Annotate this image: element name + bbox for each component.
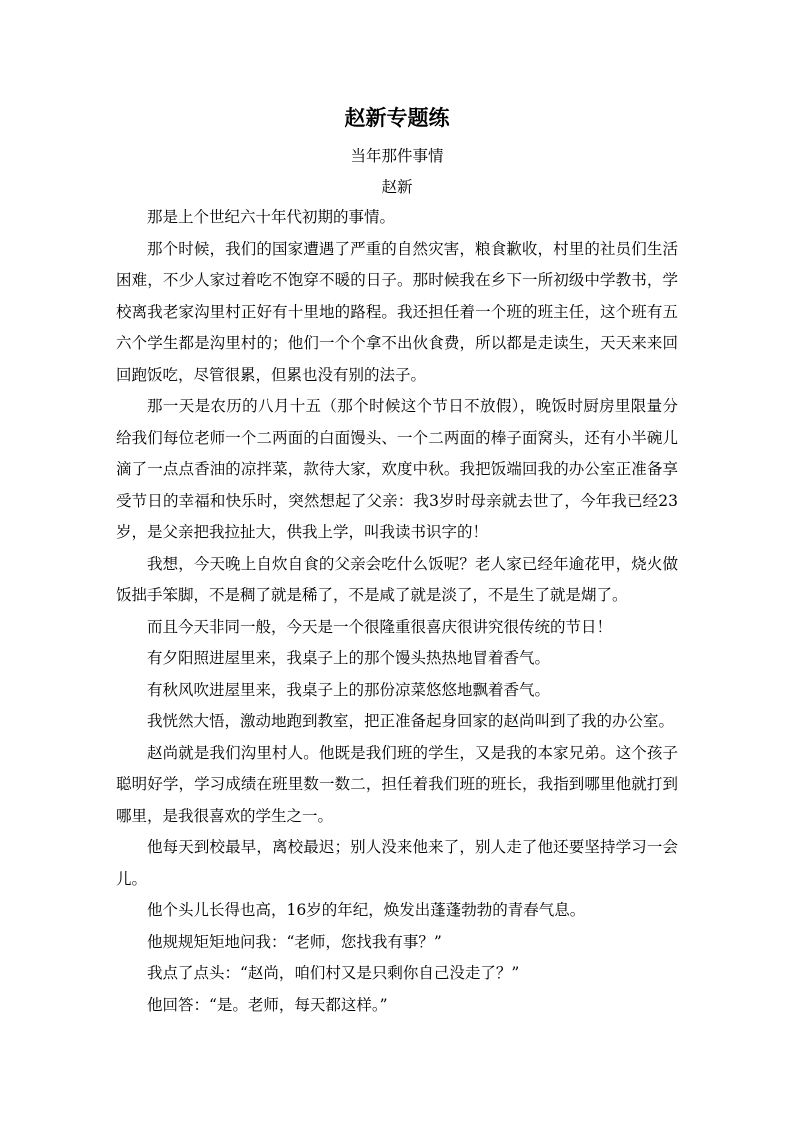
paragraph: 那是上个世纪六十年代初期的事情。	[147, 208, 396, 226]
paragraph: 我恍然大悟，激动地跑到教室，把正准备起身回家的赵尚叫到了我的办公室。	[147, 712, 675, 730]
paragraph: 他每天到校最早，离校最迟；别人没来他来了，别人走了他还要坚持学习一会儿。	[116, 838, 678, 888]
paragraph: 那个时候，我们的国家遭遇了严重的自然灾害，粮食歉收，村里的社员们生活困难，不少人家过着吃不饱穿不暖的日子。那时候我在乡下一所初级中学教书，学校离我老家沟里村正好有十里地的路程。我还担任着一个班的班主任，这个班有五六个学生都是沟里村的；他们一个个拿不出伙食费，所以都是走读生，天天来来回回跑饭吃，尽管很累，但累也没有别的法子。	[116, 239, 678, 384]
paragraph: 而且今天非同一般，今天是一个很隆重很喜庆很讲究很传统的节日！	[147, 617, 613, 636]
paragraph: 他规规矩矩地问我：“老师，您找我有事？”	[147, 932, 442, 951]
paragraph: 赵尚就是我们沟里村人。他既是我们班的学生，又是我的本家兄弟。这个孩子聪明好学，学习成绩在班里数一数二，担任着我们班的班长，我指到哪里他就打到哪里，是我很喜欢的学生之一。	[116, 743, 678, 825]
author-name: 赵新	[381, 178, 413, 196]
paragraph: 我点了点头：“赵尚，咱们村又是只剩你自己没走了？”	[147, 964, 520, 982]
paragraph: 他个头儿长得也高，16岁的年纪，焕发出蓬蓬勃勃的青春气息。	[147, 901, 586, 919]
paragraph: 有夕阳照进屋里来，我桌子上的那个馒头热热地冒着香气。	[147, 649, 551, 667]
paragraph: 那一天是农历的八月十五（那个时候这个节日不放假），晚饭时厨房里限量分给我们每位老师一个二两面的白面馒头、一个二两面的棒子面窝头，还有小半碗儿滴了一点点香油的凉拌菜，款待大家，欢度中秋。我把饭端回我的办公室正准备享受节日的幸福和快乐时，突然想起了父亲：我3岁时母亲就去世了，今年我已经23岁，是父亲把我拉扯大，供我上学，叫我读书识字的！	[116, 397, 678, 541]
document-title: 赵新专题练	[344, 105, 450, 130]
story-title: 当年那件事情	[350, 147, 444, 165]
paragraph: 有秋风吹进屋里来，我桌子上的那份凉菜悠悠地飘着香气。	[147, 680, 551, 699]
paragraph: 他回答：“是。老师，每天都这样。”	[147, 995, 388, 1014]
story-body	[116, 202, 678, 1021]
paragraph: 我想，今天晚上自炊自食的父亲会吃什么饭呢？老人家已经年逾花甲，烧火做饭拙手笨脚，不是稠了就是稀了，不是咸了就是淡了，不是生了就是煳了。	[116, 554, 678, 604]
